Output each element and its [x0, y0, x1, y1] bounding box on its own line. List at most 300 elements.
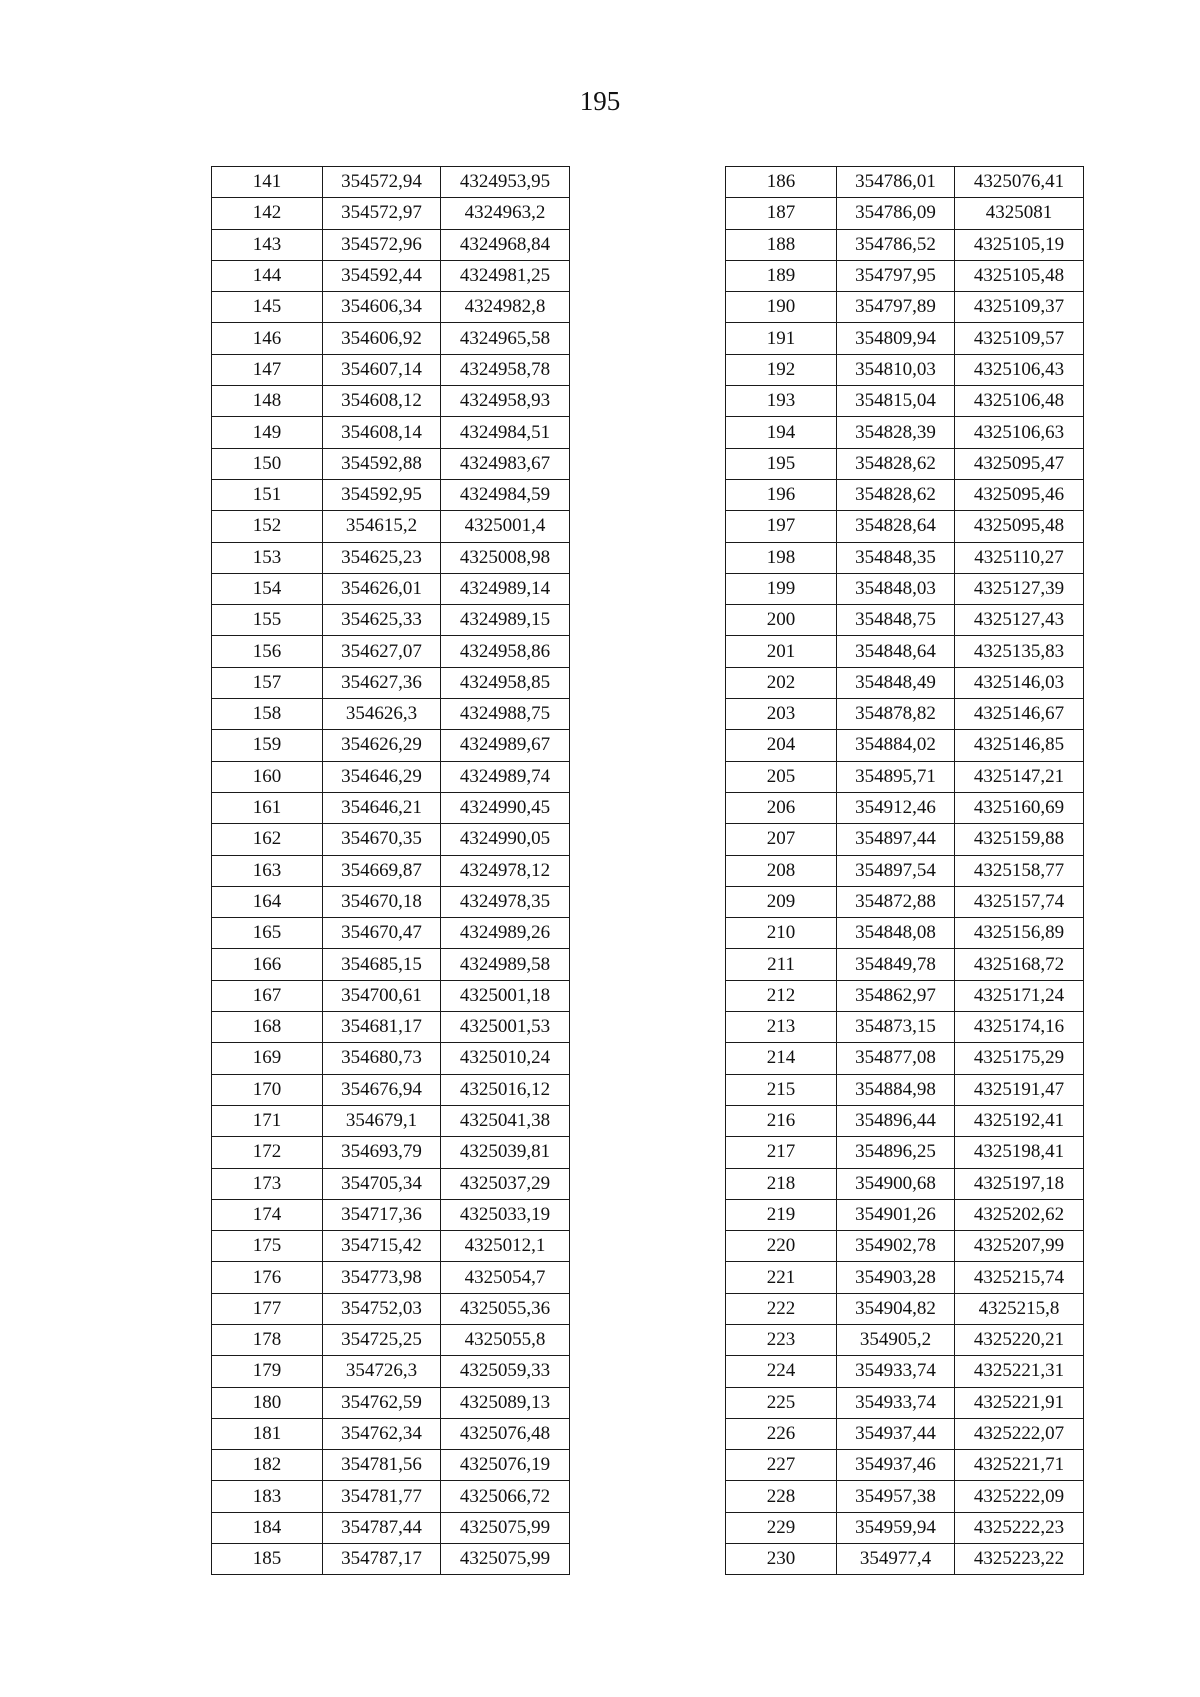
y-coordinate-cell: 4325008,98 — [441, 542, 570, 573]
point-number-cell: 150 — [212, 448, 323, 479]
y-coordinate-cell: 4325127,43 — [955, 605, 1084, 636]
table-row — [212, 824, 570, 855]
table-row — [212, 1387, 570, 1418]
y-coordinate-cell: 4325039,81 — [441, 1137, 570, 1168]
y-coordinate-cell: 4325095,47 — [955, 448, 1084, 479]
table-row — [212, 386, 570, 417]
x-coordinate-cell: 354680,73 — [323, 1043, 441, 1074]
x-coordinate-cell: 354626,3 — [323, 699, 441, 730]
x-coordinate-cell: 354572,97 — [323, 198, 441, 229]
y-coordinate-cell: 4325160,69 — [955, 792, 1084, 823]
y-coordinate-cell: 4325198,41 — [955, 1137, 1084, 1168]
table-row — [212, 636, 570, 667]
y-coordinate-cell: 4325041,38 — [441, 1105, 570, 1136]
y-coordinate-cell: 4325010,24 — [441, 1043, 570, 1074]
x-coordinate-cell: 354646,29 — [323, 761, 441, 792]
point-number-cell: 197 — [726, 511, 837, 542]
point-number-cell: 143 — [212, 229, 323, 260]
y-coordinate-cell: 4325221,91 — [955, 1387, 1084, 1418]
point-number-cell: 192 — [726, 354, 837, 385]
point-number-cell: 163 — [212, 855, 323, 886]
y-coordinate-cell: 4325054,7 — [441, 1262, 570, 1293]
table-row — [726, 1544, 1084, 1575]
point-number-cell: 209 — [726, 886, 837, 917]
table-row — [212, 886, 570, 917]
x-coordinate-cell: 354705,34 — [323, 1168, 441, 1199]
y-coordinate-cell: 4325001,4 — [441, 511, 570, 542]
y-coordinate-cell: 4325076,48 — [441, 1418, 570, 1449]
x-coordinate-cell: 354937,44 — [837, 1418, 955, 1449]
point-number-cell: 147 — [212, 354, 323, 385]
x-coordinate-cell: 354627,07 — [323, 636, 441, 667]
x-coordinate-cell: 354828,62 — [837, 479, 955, 510]
y-coordinate-cell: 4325222,23 — [955, 1512, 1084, 1543]
x-coordinate-cell: 354872,88 — [837, 886, 955, 917]
point-number-cell: 225 — [726, 1387, 837, 1418]
x-coordinate-cell: 354937,46 — [837, 1450, 955, 1481]
x-coordinate-cell: 354592,44 — [323, 260, 441, 291]
point-number-cell: 188 — [726, 229, 837, 260]
point-number-cell: 221 — [726, 1262, 837, 1293]
point-number-cell: 153 — [212, 542, 323, 573]
point-number-cell: 205 — [726, 761, 837, 792]
y-coordinate-cell: 4324989,14 — [441, 573, 570, 604]
table-row — [212, 292, 570, 323]
point-number-cell: 167 — [212, 980, 323, 1011]
point-number-cell: 198 — [726, 542, 837, 573]
table-row — [726, 323, 1084, 354]
point-number-cell: 227 — [726, 1450, 837, 1481]
point-number-cell: 201 — [726, 636, 837, 667]
x-coordinate-cell: 354787,17 — [323, 1544, 441, 1575]
y-coordinate-cell: 4325159,88 — [955, 824, 1084, 855]
y-coordinate-cell: 4324990,45 — [441, 792, 570, 823]
x-coordinate-cell: 354608,14 — [323, 417, 441, 448]
table-row — [212, 792, 570, 823]
y-coordinate-cell: 4325106,48 — [955, 386, 1084, 417]
x-coordinate-cell: 354606,34 — [323, 292, 441, 323]
table-row — [212, 1199, 570, 1230]
coordinates-table-body — [726, 167, 1084, 1575]
x-coordinate-cell: 354897,44 — [837, 824, 955, 855]
point-number-cell: 190 — [726, 292, 837, 323]
x-coordinate-cell: 354608,12 — [323, 386, 441, 417]
y-coordinate-cell: 4325109,57 — [955, 323, 1084, 354]
point-number-cell: 164 — [212, 886, 323, 917]
y-coordinate-cell: 4324990,05 — [441, 824, 570, 855]
x-coordinate-cell: 354717,36 — [323, 1199, 441, 1230]
y-coordinate-cell: 4325016,12 — [441, 1074, 570, 1105]
y-coordinate-cell: 4325001,53 — [441, 1012, 570, 1043]
point-number-cell: 230 — [726, 1544, 837, 1575]
y-coordinate-cell: 4325146,67 — [955, 699, 1084, 730]
table-row — [726, 542, 1084, 573]
point-number-cell: 182 — [212, 1450, 323, 1481]
y-coordinate-cell: 4325055,8 — [441, 1324, 570, 1355]
y-coordinate-cell: 4325075,99 — [441, 1512, 570, 1543]
y-coordinate-cell: 4324978,12 — [441, 855, 570, 886]
y-coordinate-cell: 4325066,72 — [441, 1481, 570, 1512]
x-coordinate-cell: 354726,3 — [323, 1356, 441, 1387]
point-number-cell: 171 — [212, 1105, 323, 1136]
table-row — [212, 1324, 570, 1355]
point-number-cell: 151 — [212, 479, 323, 510]
table-row — [726, 229, 1084, 260]
y-coordinate-cell: 4324981,25 — [441, 260, 570, 291]
x-coordinate-cell: 354679,1 — [323, 1105, 441, 1136]
y-coordinate-cell: 4325191,47 — [955, 1074, 1084, 1105]
x-coordinate-cell: 354615,2 — [323, 511, 441, 542]
table-row — [212, 260, 570, 291]
table-row — [726, 167, 1084, 198]
table-row — [212, 1105, 570, 1136]
x-coordinate-cell: 354715,42 — [323, 1231, 441, 1262]
x-coordinate-cell: 354873,15 — [837, 1012, 955, 1043]
y-coordinate-cell: 4325033,19 — [441, 1199, 570, 1230]
table-row — [212, 542, 570, 573]
y-coordinate-cell: 4325095,48 — [955, 511, 1084, 542]
point-number-cell: 149 — [212, 417, 323, 448]
x-coordinate-cell: 354626,29 — [323, 730, 441, 761]
point-number-cell: 179 — [212, 1356, 323, 1387]
x-coordinate-cell: 354957,38 — [837, 1481, 955, 1512]
point-number-cell: 186 — [726, 167, 837, 198]
table-row — [726, 1418, 1084, 1449]
table-row — [212, 1074, 570, 1105]
x-coordinate-cell: 354625,33 — [323, 605, 441, 636]
point-number-cell: 156 — [212, 636, 323, 667]
point-number-cell: 189 — [726, 260, 837, 291]
point-number-cell: 146 — [212, 323, 323, 354]
y-coordinate-cell: 4324989,26 — [441, 918, 570, 949]
y-coordinate-cell: 4325157,74 — [955, 886, 1084, 917]
point-number-cell: 213 — [726, 1012, 837, 1043]
point-number-cell: 187 — [726, 198, 837, 229]
x-coordinate-cell: 354878,82 — [837, 699, 955, 730]
point-number-cell: 193 — [726, 386, 837, 417]
table-row — [212, 855, 570, 886]
y-coordinate-cell: 4325174,16 — [955, 1012, 1084, 1043]
y-coordinate-cell: 4325110,27 — [955, 542, 1084, 573]
table-row — [726, 824, 1084, 855]
y-coordinate-cell: 4324958,78 — [441, 354, 570, 385]
y-coordinate-cell: 4325222,07 — [955, 1418, 1084, 1449]
x-coordinate-cell: 354848,08 — [837, 918, 955, 949]
y-coordinate-cell: 4324953,95 — [441, 167, 570, 198]
x-coordinate-cell: 354725,25 — [323, 1324, 441, 1355]
y-coordinate-cell: 4325168,72 — [955, 949, 1084, 980]
y-coordinate-cell: 4325109,37 — [955, 292, 1084, 323]
table-row — [726, 1387, 1084, 1418]
y-coordinate-cell: 4324958,93 — [441, 386, 570, 417]
x-coordinate-cell: 354884,02 — [837, 730, 955, 761]
point-number-cell: 174 — [212, 1199, 323, 1230]
y-coordinate-cell: 4325089,13 — [441, 1387, 570, 1418]
y-coordinate-cell: 4325202,62 — [955, 1199, 1084, 1230]
point-number-cell: 200 — [726, 605, 837, 636]
x-coordinate-cell: 354572,96 — [323, 229, 441, 260]
x-coordinate-cell: 354786,09 — [837, 198, 955, 229]
coordinates-table-left — [211, 166, 570, 1575]
point-number-cell: 178 — [212, 1324, 323, 1355]
x-coordinate-cell: 354797,89 — [837, 292, 955, 323]
x-coordinate-cell: 354797,95 — [837, 260, 955, 291]
table-row — [726, 1012, 1084, 1043]
x-coordinate-cell: 354977,4 — [837, 1544, 955, 1575]
x-coordinate-cell: 354670,35 — [323, 824, 441, 855]
y-coordinate-cell: 4325001,18 — [441, 980, 570, 1011]
table-row — [726, 1043, 1084, 1074]
table-row — [726, 636, 1084, 667]
x-coordinate-cell: 354828,64 — [837, 511, 955, 542]
point-number-cell: 157 — [212, 667, 323, 698]
x-coordinate-cell: 354884,98 — [837, 1074, 955, 1105]
x-coordinate-cell: 354877,08 — [837, 1043, 955, 1074]
point-number-cell: 155 — [212, 605, 323, 636]
table-row — [212, 479, 570, 510]
table-row — [726, 792, 1084, 823]
y-coordinate-cell: 4325105,19 — [955, 229, 1084, 260]
x-coordinate-cell: 354902,78 — [837, 1231, 955, 1262]
table-row — [212, 1168, 570, 1199]
coordinates-table-body — [212, 167, 570, 1575]
point-number-cell: 206 — [726, 792, 837, 823]
point-number-cell: 219 — [726, 1199, 837, 1230]
table-row — [726, 417, 1084, 448]
y-coordinate-cell: 4324958,86 — [441, 636, 570, 667]
y-coordinate-cell: 4324989,15 — [441, 605, 570, 636]
y-coordinate-cell: 4325012,1 — [441, 1231, 570, 1262]
point-number-cell: 181 — [212, 1418, 323, 1449]
point-number-cell: 160 — [212, 761, 323, 792]
x-coordinate-cell: 354646,21 — [323, 792, 441, 823]
table-row — [726, 448, 1084, 479]
point-number-cell: 203 — [726, 699, 837, 730]
y-coordinate-cell: 4324984,59 — [441, 479, 570, 510]
x-coordinate-cell: 354862,97 — [837, 980, 955, 1011]
table-row — [726, 980, 1084, 1011]
point-number-cell: 196 — [726, 479, 837, 510]
table-row — [212, 229, 570, 260]
table-row — [726, 761, 1084, 792]
point-number-cell: 168 — [212, 1012, 323, 1043]
x-coordinate-cell: 354848,64 — [837, 636, 955, 667]
x-coordinate-cell: 354681,17 — [323, 1012, 441, 1043]
y-coordinate-cell: 4324968,84 — [441, 229, 570, 260]
x-coordinate-cell: 354828,39 — [837, 417, 955, 448]
point-number-cell: 210 — [726, 918, 837, 949]
table-row — [726, 1168, 1084, 1199]
table-row — [726, 1137, 1084, 1168]
table-row — [726, 1199, 1084, 1230]
x-coordinate-cell: 354781,77 — [323, 1481, 441, 1512]
x-coordinate-cell: 354762,34 — [323, 1418, 441, 1449]
point-number-cell: 173 — [212, 1168, 323, 1199]
table-row — [212, 667, 570, 698]
y-coordinate-cell: 4325171,24 — [955, 980, 1084, 1011]
x-coordinate-cell: 354592,88 — [323, 448, 441, 479]
y-coordinate-cell: 4325081 — [955, 198, 1084, 229]
table-row — [726, 949, 1084, 980]
x-coordinate-cell: 354848,35 — [837, 542, 955, 573]
table-row — [212, 198, 570, 229]
point-number-cell: 194 — [726, 417, 837, 448]
y-coordinate-cell: 4325055,36 — [441, 1293, 570, 1324]
y-coordinate-cell: 4325223,22 — [955, 1544, 1084, 1575]
point-number-cell: 170 — [212, 1074, 323, 1105]
point-number-cell: 142 — [212, 198, 323, 229]
table-row — [212, 1231, 570, 1262]
point-number-cell: 228 — [726, 1481, 837, 1512]
x-coordinate-cell: 354773,98 — [323, 1262, 441, 1293]
y-coordinate-cell: 4325158,77 — [955, 855, 1084, 886]
table-row — [212, 699, 570, 730]
x-coordinate-cell: 354848,75 — [837, 605, 955, 636]
coordinates-table-right — [725, 166, 1084, 1575]
x-coordinate-cell: 354905,2 — [837, 1324, 955, 1355]
table-row — [212, 1293, 570, 1324]
point-number-cell: 184 — [212, 1512, 323, 1543]
x-coordinate-cell: 354809,94 — [837, 323, 955, 354]
x-coordinate-cell: 354786,01 — [837, 167, 955, 198]
y-coordinate-cell: 4325215,8 — [955, 1293, 1084, 1324]
point-number-cell: 208 — [726, 855, 837, 886]
x-coordinate-cell: 354897,54 — [837, 855, 955, 886]
y-coordinate-cell: 4325207,99 — [955, 1231, 1084, 1262]
table-row — [212, 918, 570, 949]
x-coordinate-cell: 354762,59 — [323, 1387, 441, 1418]
x-coordinate-cell: 354669,87 — [323, 855, 441, 886]
table-row — [212, 730, 570, 761]
x-coordinate-cell: 354572,94 — [323, 167, 441, 198]
point-number-cell: 166 — [212, 949, 323, 980]
y-coordinate-cell: 4324989,74 — [441, 761, 570, 792]
x-coordinate-cell: 354933,74 — [837, 1356, 955, 1387]
y-coordinate-cell: 4324989,58 — [441, 949, 570, 980]
x-coordinate-cell: 354904,82 — [837, 1293, 955, 1324]
table-row — [212, 573, 570, 604]
y-coordinate-cell: 4325192,41 — [955, 1105, 1084, 1136]
y-coordinate-cell: 4324965,58 — [441, 323, 570, 354]
point-number-cell: 229 — [726, 1512, 837, 1543]
x-coordinate-cell: 354606,92 — [323, 323, 441, 354]
table-row — [212, 1512, 570, 1543]
y-coordinate-cell: 4324989,67 — [441, 730, 570, 761]
point-number-cell: 152 — [212, 511, 323, 542]
point-number-cell: 154 — [212, 573, 323, 604]
table-row — [726, 354, 1084, 385]
table-row — [726, 855, 1084, 886]
x-coordinate-cell: 354781,56 — [323, 1450, 441, 1481]
point-number-cell: 183 — [212, 1481, 323, 1512]
y-coordinate-cell: 4324958,85 — [441, 667, 570, 698]
y-coordinate-cell: 4325059,33 — [441, 1356, 570, 1387]
table-row — [212, 1012, 570, 1043]
x-coordinate-cell: 354670,18 — [323, 886, 441, 917]
x-coordinate-cell: 354607,14 — [323, 354, 441, 385]
x-coordinate-cell: 354815,04 — [837, 386, 955, 417]
x-coordinate-cell: 354828,62 — [837, 448, 955, 479]
point-number-cell: 207 — [726, 824, 837, 855]
table-row — [212, 1418, 570, 1449]
y-coordinate-cell: 4324988,75 — [441, 699, 570, 730]
point-number-cell: 191 — [726, 323, 837, 354]
point-number-cell: 216 — [726, 1105, 837, 1136]
point-number-cell: 218 — [726, 1168, 837, 1199]
table-row — [212, 761, 570, 792]
table-row — [726, 1262, 1084, 1293]
point-number-cell: 176 — [212, 1262, 323, 1293]
point-number-cell: 141 — [212, 167, 323, 198]
table-row — [212, 949, 570, 980]
table-row — [212, 448, 570, 479]
y-coordinate-cell: 4325222,09 — [955, 1481, 1084, 1512]
y-coordinate-cell: 4325127,39 — [955, 573, 1084, 604]
y-coordinate-cell: 4325076,41 — [955, 167, 1084, 198]
table-row — [212, 980, 570, 1011]
y-coordinate-cell: 4325146,03 — [955, 667, 1084, 698]
table-row — [726, 1512, 1084, 1543]
x-coordinate-cell: 354848,03 — [837, 573, 955, 604]
x-coordinate-cell: 354912,46 — [837, 792, 955, 823]
y-coordinate-cell: 4325197,18 — [955, 1168, 1084, 1199]
table-row — [726, 699, 1084, 730]
point-number-cell: 177 — [212, 1293, 323, 1324]
point-number-cell: 223 — [726, 1324, 837, 1355]
y-coordinate-cell: 4325156,89 — [955, 918, 1084, 949]
y-coordinate-cell: 4324978,35 — [441, 886, 570, 917]
point-number-cell: 175 — [212, 1231, 323, 1262]
y-coordinate-cell: 4325076,19 — [441, 1450, 570, 1481]
point-number-cell: 202 — [726, 667, 837, 698]
x-coordinate-cell: 354848,49 — [837, 667, 955, 698]
x-coordinate-cell: 354903,28 — [837, 1262, 955, 1293]
table-row — [726, 605, 1084, 636]
table-row — [212, 1544, 570, 1575]
point-number-cell: 144 — [212, 260, 323, 291]
point-number-cell: 159 — [212, 730, 323, 761]
x-coordinate-cell: 354933,74 — [837, 1387, 955, 1418]
table-row — [212, 1137, 570, 1168]
y-coordinate-cell: 4324983,67 — [441, 448, 570, 479]
table-row — [726, 511, 1084, 542]
y-coordinate-cell: 4325105,48 — [955, 260, 1084, 291]
table-row — [726, 479, 1084, 510]
point-number-cell: 211 — [726, 949, 837, 980]
point-number-cell: 199 — [726, 573, 837, 604]
table-row — [726, 198, 1084, 229]
y-coordinate-cell: 4325147,21 — [955, 761, 1084, 792]
y-coordinate-cell: 4325146,85 — [955, 730, 1084, 761]
point-number-cell: 148 — [212, 386, 323, 417]
y-coordinate-cell: 4325095,46 — [955, 479, 1084, 510]
y-coordinate-cell: 4324963,2 — [441, 198, 570, 229]
y-coordinate-cell: 4325037,29 — [441, 1168, 570, 1199]
x-coordinate-cell: 354901,26 — [837, 1199, 955, 1230]
table-row — [212, 167, 570, 198]
x-coordinate-cell: 354626,01 — [323, 573, 441, 604]
x-coordinate-cell: 354896,44 — [837, 1105, 955, 1136]
x-coordinate-cell: 354700,61 — [323, 980, 441, 1011]
x-coordinate-cell: 354896,25 — [837, 1137, 955, 1168]
x-coordinate-cell: 354693,79 — [323, 1137, 441, 1168]
x-coordinate-cell: 354676,94 — [323, 1074, 441, 1105]
table-row — [212, 1481, 570, 1512]
y-coordinate-cell: 4325106,43 — [955, 354, 1084, 385]
table-row — [726, 260, 1084, 291]
table-row — [212, 605, 570, 636]
table-row — [726, 886, 1084, 917]
